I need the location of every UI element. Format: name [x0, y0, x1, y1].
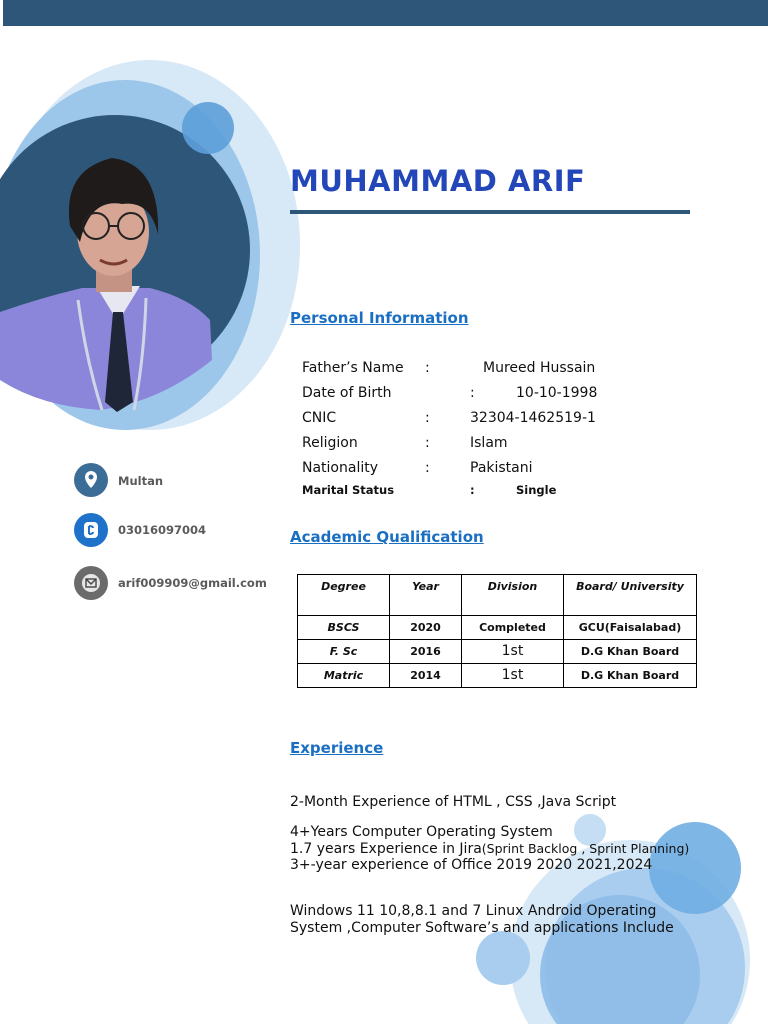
experience-line	[290, 824, 690, 874]
info-row-dob	[302, 385, 632, 407]
experience-heading: Experience	[290, 739, 384, 757]
location-pin-icon	[74, 463, 108, 497]
candidate-name: MUHAMMAD ARIF	[290, 164, 586, 198]
info-label: Religion	[302, 435, 358, 451]
info-value: Islam	[470, 435, 508, 451]
academic-table	[297, 574, 697, 688]
column-header: Board/ University	[564, 575, 697, 616]
table-cell: 1st	[462, 664, 564, 688]
table-row	[298, 640, 697, 664]
experience-jira-detail: (Sprint Backlog , Sprint Planning)	[481, 840, 690, 856]
info-row-cnic	[302, 410, 632, 432]
column-header: Degree	[298, 575, 390, 616]
info-row-father-name	[302, 360, 632, 382]
column-header: Division	[462, 575, 564, 616]
table-cell: GCU(Faisalabad)	[564, 616, 697, 640]
profile-photo-frame	[0, 30, 310, 450]
table-cell: Matric	[298, 664, 390, 688]
table-header-row	[298, 575, 697, 616]
top-bar	[3, 0, 768, 26]
name-underline	[290, 210, 690, 214]
info-separator: :	[425, 360, 430, 376]
phone-text[interactable]: 03016097004	[118, 523, 207, 537]
info-row-nationality	[302, 460, 632, 482]
table-cell: D.G Khan Board	[564, 664, 697, 688]
table-cell: 2014	[390, 664, 462, 688]
info-row-marital-status	[302, 483, 632, 505]
location-text: Multan	[118, 474, 164, 488]
table-cell: D.G Khan Board	[564, 640, 697, 664]
experience-line: Windows 11 10,8,8.1 and 7 Linux Android Operating System ,Computer Software’s and applications Include	[290, 903, 674, 936]
info-label: Date of Birth	[302, 385, 392, 401]
info-separator: :	[425, 460, 430, 476]
info-value: 10-10-1998	[516, 385, 598, 401]
experience-line: 2-Month Experience of HTML , CSS ,Java Script	[290, 794, 617, 810]
experience-jira: 1.7 years Experience in Jira	[290, 840, 482, 857]
table-cell: F. Sc	[298, 640, 390, 664]
email-icon	[74, 566, 108, 600]
info-label: Marital Status	[302, 483, 395, 497]
info-label: CNIC	[302, 410, 337, 426]
experience-line	[290, 841, 690, 858]
experience-line: 3+-year experience of Office 2019 2020 2021,2024	[290, 857, 653, 873]
column-header: Year	[390, 575, 462, 616]
info-separator: :	[470, 385, 475, 401]
table-cell: 1st	[462, 640, 564, 664]
academic-heading: Academic Qualification	[290, 528, 484, 546]
info-row-religion	[302, 435, 632, 457]
email-text[interactable]: arif009909@gmail.com	[118, 576, 267, 590]
table-row	[298, 664, 697, 688]
info-separator: :	[425, 410, 430, 426]
info-label: Nationality	[302, 460, 379, 476]
info-value: Single	[516, 483, 557, 497]
info-value: Mureed Hussain	[483, 360, 596, 376]
table-cell: 2020	[390, 616, 462, 640]
phone-icon	[74, 513, 108, 547]
table-cell: Completed	[462, 616, 564, 640]
info-separator: :	[425, 435, 430, 451]
info-separator: :	[470, 483, 475, 497]
personal-info-heading: Personal Information	[290, 309, 469, 327]
info-label: Father’s Name	[302, 360, 404, 376]
info-value: Pakistani	[470, 460, 533, 476]
table-row	[298, 616, 697, 640]
table-cell: 2016	[390, 640, 462, 664]
table-cell: BSCS	[298, 616, 390, 640]
info-value: 32304-1462519-1	[470, 410, 596, 426]
experience-line: 4+Years Computer Operating System	[290, 824, 553, 840]
